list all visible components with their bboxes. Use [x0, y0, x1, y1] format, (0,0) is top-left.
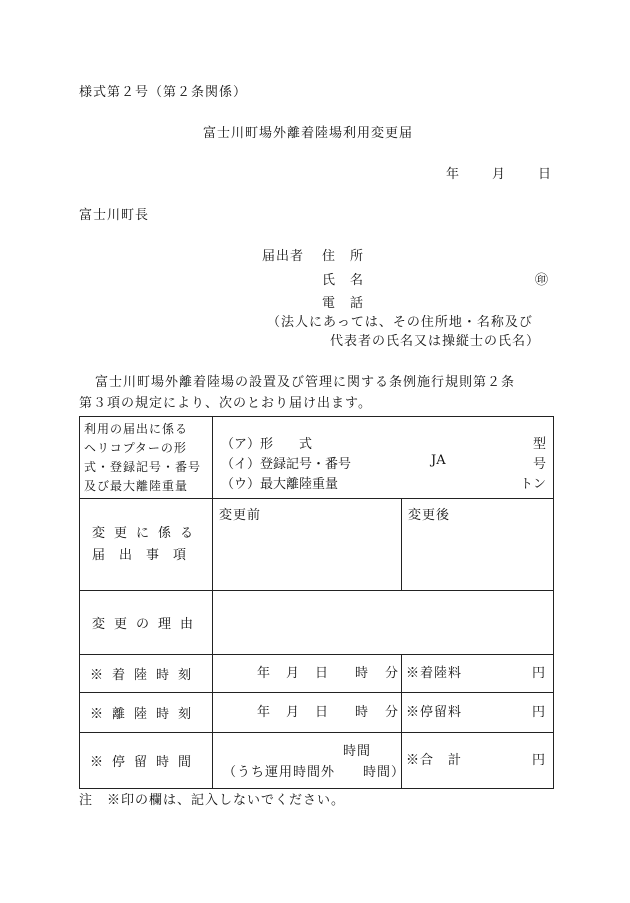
stay-hours: 時間 [343, 743, 372, 759]
landing-label-cell [80, 655, 213, 693]
seal-mark: ㊞ [535, 273, 549, 288]
takeoff-day: 日 [315, 704, 329, 720]
max-weight-unit: トン [520, 476, 547, 492]
address-label: 住 所 [322, 249, 365, 264]
application-table [79, 416, 554, 789]
model-label: （ア）形 式 [221, 436, 313, 452]
landing-minute: 分 [385, 665, 399, 681]
helicopter-label-line: 式・登録記号・番号 [84, 459, 202, 474]
landing-day: 日 [315, 665, 329, 681]
takeoff-time-cell[interactable] [213, 693, 402, 733]
registration-unit: 号 [533, 456, 547, 472]
helicopter-label-line: ヘリコプターの形 [84, 440, 187, 455]
footnote: 注 ※印の欄は、記入しないでください。 [79, 793, 346, 808]
registration-label: （イ）登録記号・番号 [221, 456, 352, 472]
landing-hour: 時 [355, 665, 369, 681]
helicopter-row [80, 417, 554, 499]
body-text-line1: 富士川町場外離着陸場の設置及び管理に関する条例施行規則第２条 [95, 375, 516, 390]
helicopter-label-cell [80, 417, 213, 499]
applicant-header: 届出者 [262, 249, 305, 264]
stay-fee-yen: 円 [532, 704, 546, 720]
helicopter-label-line: 及び最大離陸重量 [84, 478, 189, 493]
stay-label-cell [80, 733, 213, 789]
before-change-cell[interactable] [213, 499, 402, 591]
stay-hours-note: （うち運用時間外 時間） [223, 764, 406, 780]
stay-time-cell[interactable] [213, 733, 406, 789]
reason-label-cell [80, 591, 213, 655]
stay-row [80, 733, 554, 789]
document-title: 富士川町場外離着陸場利用変更届 [203, 126, 414, 141]
change-label-cell [80, 499, 213, 591]
max-weight-label: （ウ）最大離陸重量 [221, 476, 339, 492]
landing-fee-yen: 円 [532, 665, 546, 681]
takeoff-label-cell [80, 693, 213, 733]
change-label-line2: 届出事項 [92, 547, 201, 563]
form-number: 様式第２号（第２条関係） [79, 85, 248, 100]
takeoff-year: 年 [257, 704, 271, 720]
body-text-line2: 第３項の規定により、次のとおり届け出ます。 [79, 396, 372, 411]
total-fee-yen: 円 [532, 752, 546, 768]
stay-time-label: ※停留時間 [90, 755, 201, 770]
landing-row [80, 655, 554, 693]
change-label-line1: 変更に係る [92, 525, 203, 541]
after-change-cell[interactable] [402, 499, 554, 591]
takeoff-month: 月 [286, 704, 300, 720]
change-row [80, 499, 554, 591]
landing-month: 月 [286, 665, 300, 681]
takeoff-hour: 時 [355, 704, 369, 720]
helicopter-info-cell [213, 417, 554, 499]
helicopter-label-line: 利用の届出に係る [84, 421, 189, 436]
registration-ja: JA [431, 452, 446, 468]
name-label: 氏 名 [322, 273, 365, 288]
corporate-note-line2: 代表者の氏名又は操縦士の氏名） [330, 334, 541, 349]
landing-time-cell[interactable] [213, 655, 402, 693]
landing-fee-cell[interactable] [402, 655, 554, 693]
takeoff-time-label: ※離陸時刻 [90, 707, 201, 722]
date-day: 日 [538, 167, 552, 182]
landing-year: 年 [257, 665, 271, 681]
after-change-label: 変更後 [408, 508, 451, 523]
total-fee-cell[interactable] [402, 733, 554, 789]
before-change-label: 変更前 [219, 508, 262, 523]
reason-input-cell[interactable] [213, 591, 554, 655]
date-month: 月 [492, 167, 506, 182]
takeoff-row [80, 693, 554, 733]
stay-fee-cell[interactable] [402, 693, 554, 733]
model-unit: 型 [533, 436, 547, 452]
landing-fee-label: ※着陸料 [406, 665, 463, 681]
reason-label: 変更の理由 [92, 617, 203, 632]
addressee: 富士川町長 [79, 208, 150, 223]
landing-time-label: ※着陸時刻 [90, 668, 201, 683]
corporate-note-line1: （法人にあっては、その住所地・名称及び [267, 315, 533, 330]
phone-label: 電 話 [322, 296, 365, 311]
date-year: 年 [446, 167, 460, 182]
total-fee-label: ※合 計 [406, 752, 463, 768]
reason-row [80, 591, 554, 655]
takeoff-minute: 分 [385, 704, 399, 720]
stay-fee-label: ※停留料 [406, 704, 463, 720]
